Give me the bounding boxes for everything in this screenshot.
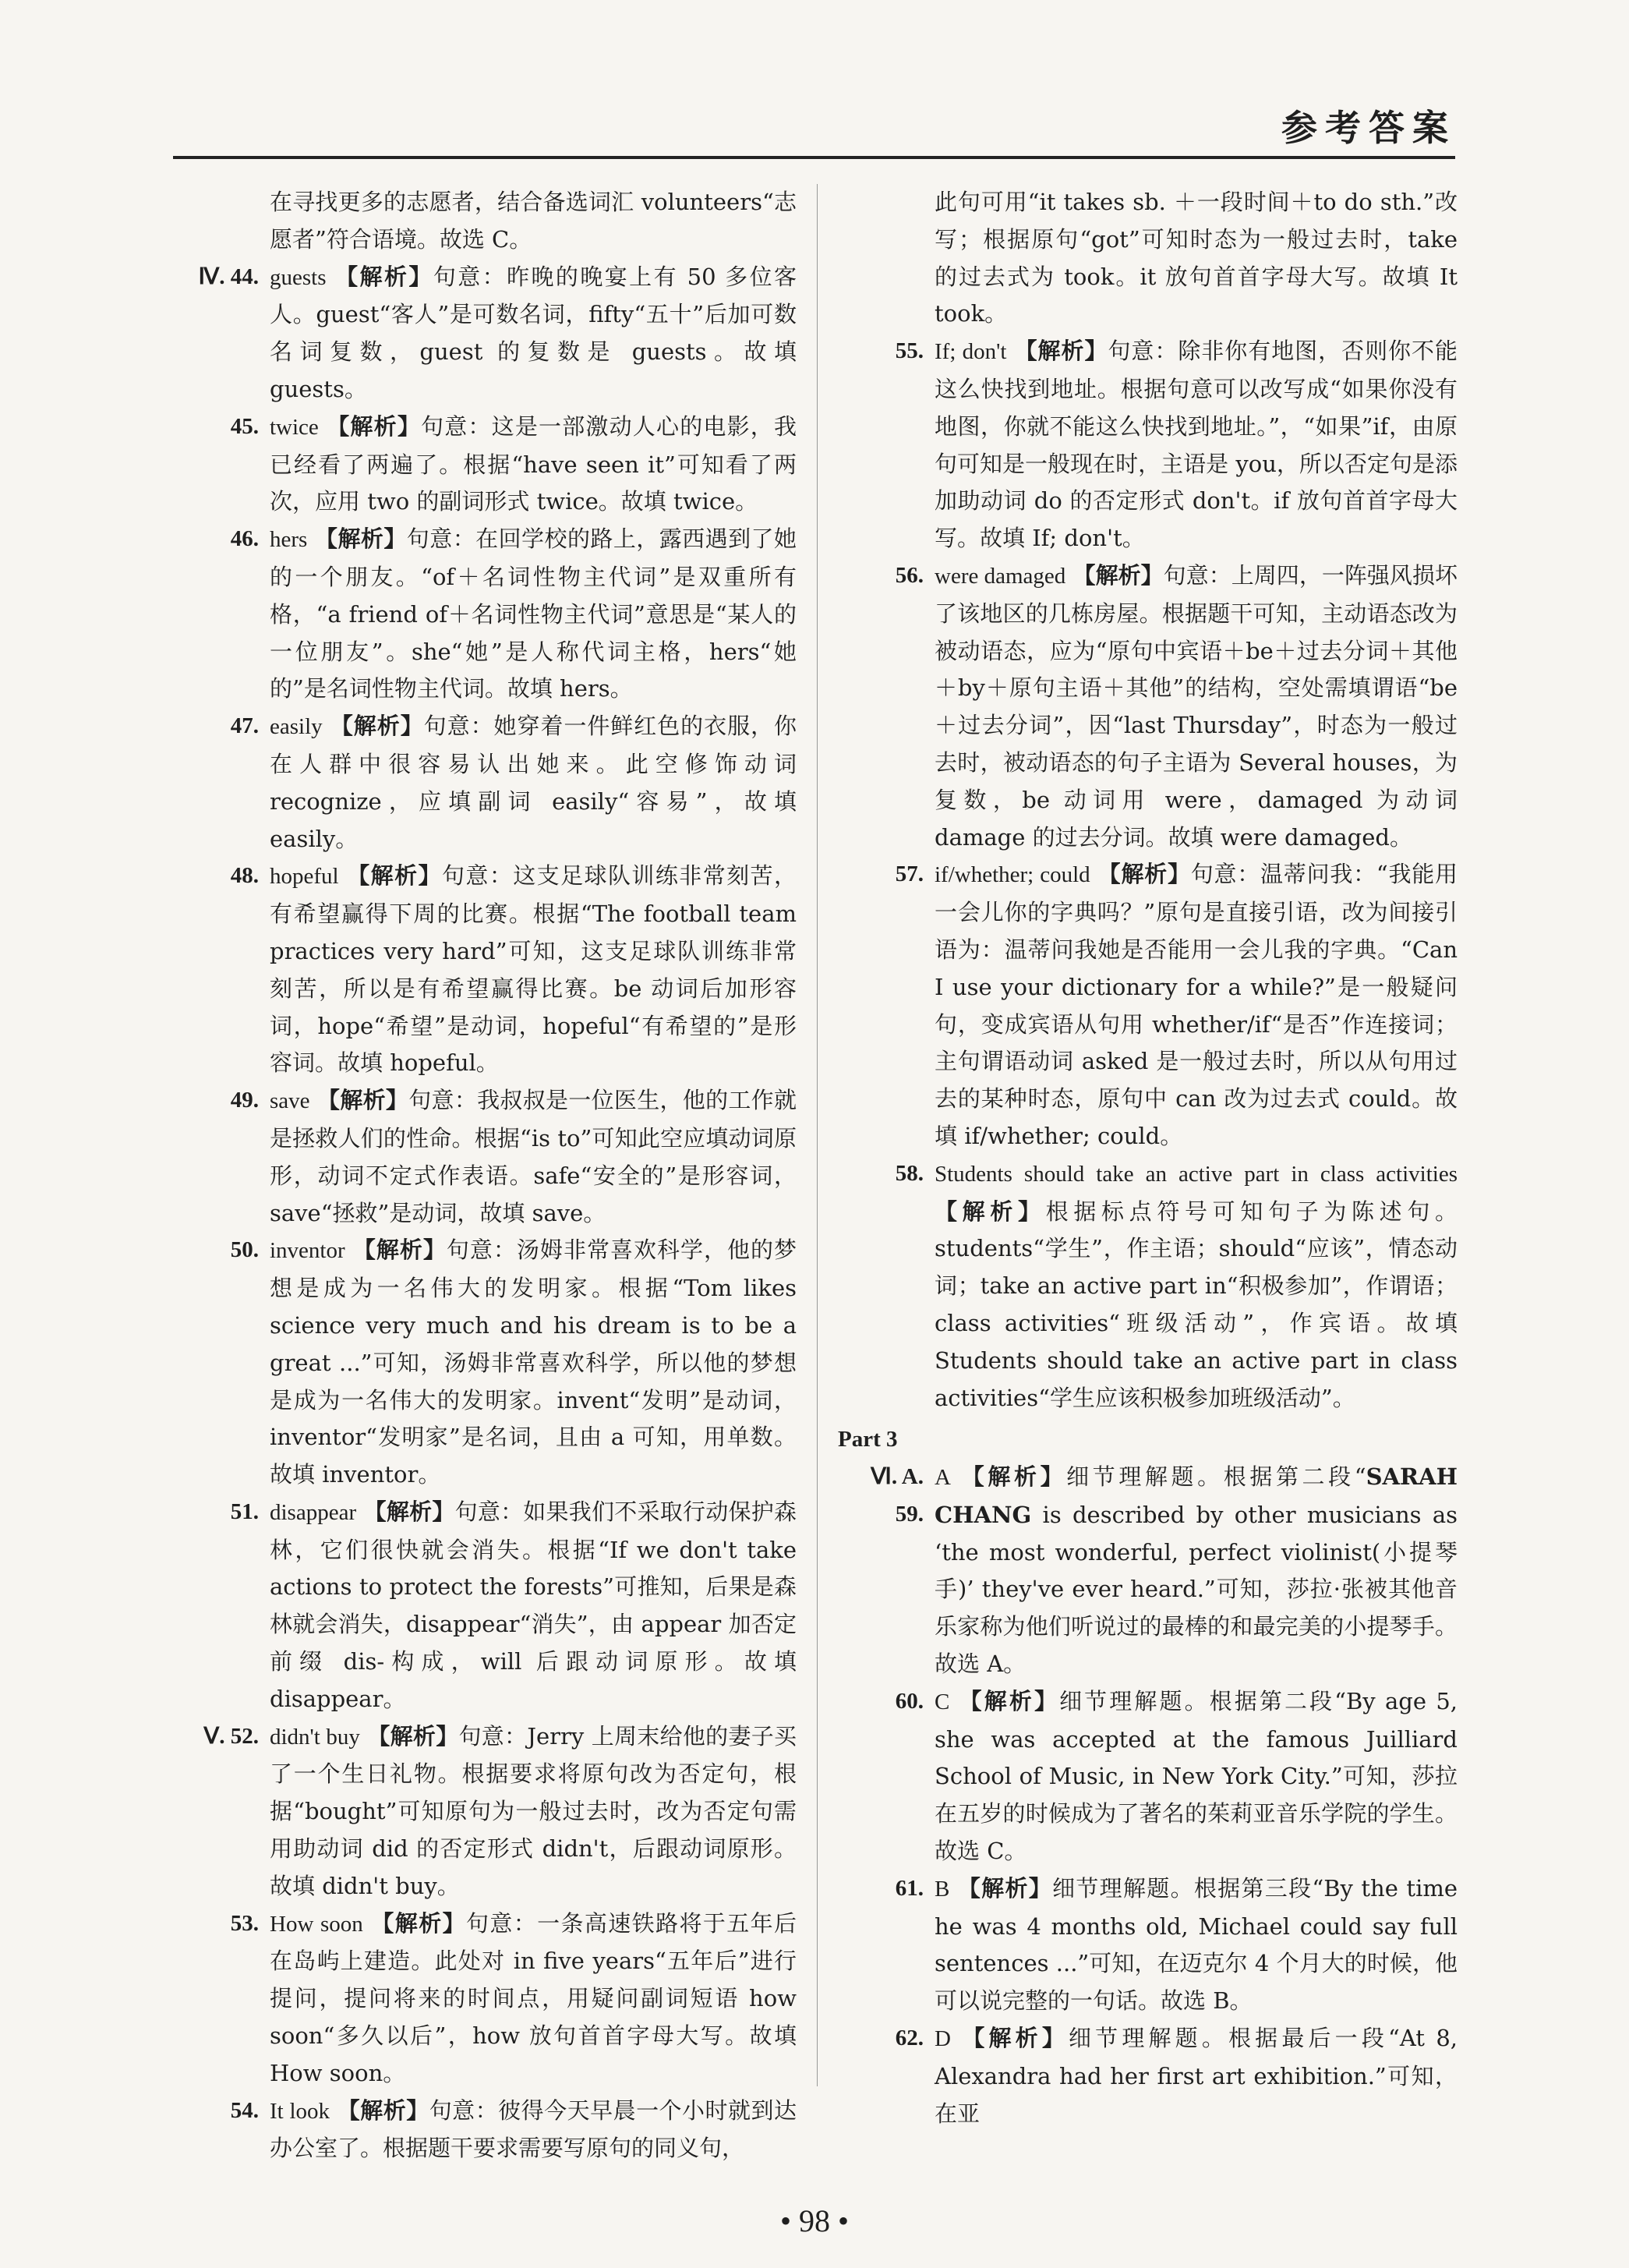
question-number: 54.: [230, 2097, 259, 2123]
answer-text: How soon: [270, 1911, 363, 1937]
explanation-text: 句意：昨晚的晚宴上有 50 多位客人。guest“客人”是可数名词，fifty“五十”后加可数名词复数，guest 的复数是 guests。故填 guests。: [270, 263, 797, 402]
answer-entry: [173, 521, 797, 708]
question-number: Ⅵ. A. 59.: [871, 1464, 924, 1527]
question-number: 55.: [895, 338, 924, 364]
answer-text: A: [935, 1465, 951, 1491]
question-number: 57.: [895, 862, 924, 887]
question-number: 48.: [230, 863, 259, 889]
analysis-tag: 【解析】: [961, 1463, 1067, 1491]
answer-text: disappear: [270, 1499, 357, 1525]
explanation-text: 细节理解题。根据第二段“By age 5, she was accepted at the famous Juilliard School of Music, in New York City.”可知，莎拉在五岁的时候成为了著名的茱莉亚音乐学院的学生。故选 C。: [935, 1687, 1458, 1865]
analysis-tag: 【解析】: [363, 1498, 455, 1525]
analysis-tag: 【解析】: [1072, 561, 1164, 589]
explanation-text: 句意：上周四，一阵强风损坏了该地区的几栋房屋。根据题干可知，主动语态改为被动语态，应为“原句中宾语＋be＋过去分词＋其他＋by＋原句主语＋其他”的结构，空处需填谓语“be＋过去分词”，因“last Thursday”，时态为一般过去时，被动语态的句子主语为 Several houses，为复数，be 动词用 were，damaged 为动词 damage 的过去分词。故填 were damaged。: [935, 561, 1458, 851]
answer-text: If; don't: [935, 339, 1007, 365]
question-number: 58.: [895, 1160, 924, 1186]
question-number: 49.: [230, 1088, 259, 1113]
continued-text: 此句可用“it takes sb. ＋一段时间＋to do sth.”改写；根据原句“got”可知时态为一般过去时，take 的过去式为 took。it 放句首首字母大写。故填 It took。: [935, 189, 1458, 327]
answer-text: hopeful: [270, 864, 339, 890]
explanation-text: 句意：在回学校的路上，露西遇到了她的一个朋友。“of＋名词性物主代词”是双重所有格，“a friend of＋名词性物主代词”意思是“某人的一位朋友”。she“她”是人称代词主格，hers“她的”是名词性物主代词。故填 hers。: [270, 525, 797, 702]
answer-entry: [173, 1082, 797, 1232]
question-number: 53.: [230, 1910, 259, 1936]
answer-text: were damaged: [935, 563, 1066, 589]
explanation-text: 句意：汤姆非常喜欢科学，他的梦想是成为一名伟大的发明家。根据“Tom likes science very much and his dream is to be a great ...”可知，汤姆非常喜欢科学，所以他的梦想是成为一名伟大的发明家。invent“发明”是动词，inventor“发明家”是名词，且由 a 可知，用单数。故填 inventor。: [270, 1237, 797, 1488]
explanation-text: 句意：Jerry 上周末给他的妻子买了一个生日礼物。根据要求将原句改为否定句，根据“bought”可知原句为一般过去时，改为否定句需用助动词 did 的否定形式 didn't，后跟动词原形。故填 didn't buy。: [270, 1722, 797, 1899]
answer-text: inventor: [270, 1238, 345, 1264]
explanation-text: 句意：温蒂问我：“我能用一会儿你的字典吗？”原句是直接引语，改为间接引语为：温蒂问我她是否能用一会儿我的字典。“Can I use your dictionary for a while?”是一般疑问句，变成宾语从句用 whether/if“是否”作连接词；主句谓语动词 asked 是一般过去时，所以从句用过去的某种时态，原句中 can 改为过去式 could。故填 if/whether; could。: [935, 861, 1458, 1149]
left-column: [173, 184, 797, 2167]
explanation-text: 句意：如果我们不采取行动保护森林，它们很快就会消失。根据“If we don't take actions to protect the forests”可推知，后果是森林就会消失，disappear“消失”，由 appear 加否定前缀 dis-构成，will 后跟动词原形。故填 disappear。: [270, 1498, 797, 1712]
analysis-tag: 【解析】: [1014, 338, 1108, 365]
answer-text: didn't buy: [270, 1724, 360, 1750]
question-number: 50.: [230, 1237, 259, 1263]
answer-entry: [173, 858, 797, 1082]
answer-text: hers: [270, 527, 308, 553]
question-number: 45.: [230, 413, 259, 439]
right-entries-b: [838, 1683, 1458, 2133]
question-number: 61.: [895, 1875, 924, 1901]
analysis-tag: 【解析】: [352, 1237, 447, 1264]
explanation-text: is described by other musicians as ‘the most wonderful, perfect violinist(小提琴手)’ they've ever heard.”可知，莎拉·张被其他音乐家称为他们听说过的最棒的和最完美的小提琴手。故选 A。: [935, 1501, 1458, 1678]
analysis-tag: 【解析】: [371, 1909, 466, 1937]
answer-entry: [173, 409, 797, 521]
answer-entry: [173, 2093, 797, 2168]
explanation-text: 句意：除非你有地图，否则你不能这么快找到地址。根据句意可以改写成“如果你没有地图，你就不能这么快找到地址。”，“如果”if，由原句可知是一般现在时，主语是 you，所以否定句是添加助动词 do 的否定形式 don't。if 放句首首字母大写。故填 If; don't。: [935, 338, 1458, 552]
analysis-tag: 【解析】: [330, 713, 424, 740]
question-number: 46.: [230, 526, 259, 552]
question-number: 62.: [895, 2026, 924, 2051]
answer-entry: [838, 1155, 1458, 1417]
analysis-tag: 【解析】: [367, 1722, 459, 1750]
analysis-tag: 【解析】: [935, 1198, 1046, 1225]
right-column: [838, 184, 1458, 2132]
left-entries: [173, 259, 797, 2168]
answer-text: twice: [270, 414, 319, 440]
answer-text: D: [935, 2026, 951, 2052]
analysis-tag: 【解析】: [962, 2025, 1069, 2052]
analysis-tag: 【解析】: [315, 525, 407, 553]
question-number: 56.: [895, 562, 924, 588]
answer-entry: [173, 1494, 797, 1718]
continued-text: 在寻找更多的志愿者，结合备选词汇 volunteers“志愿者”符合语境。故选 C。: [270, 189, 797, 253]
question-number: 47.: [230, 713, 259, 739]
explanation-text: 根据标点符号可知句子为陈述句。students“学生”，作主语；should“应该”，情态动词；take an active part in“积极参加”，作谓语；class activities“班级活动”，作宾语。故填 Students should take an active part in class activities“学生应该积极参加班级活动”。: [935, 1198, 1458, 1411]
analysis-tag: 【解析】: [335, 263, 433, 290]
analysis-tag: 【解析】: [327, 412, 422, 440]
answer-entry: [173, 708, 797, 858]
page-number: • 98 •: [779, 2203, 849, 2238]
answer-text: save: [270, 1088, 310, 1114]
right-entries-a: [838, 333, 1458, 1417]
answer-text: C: [935, 1689, 950, 1714]
analysis-tag: 【解析】: [347, 862, 442, 890]
answer-entry: [173, 1718, 797, 1905]
answer-entry: [173, 1905, 797, 2093]
analysis-tag: 【解析】: [1097, 861, 1191, 888]
answer-entry: [838, 2020, 1458, 2132]
answer-text: B: [935, 1876, 950, 1902]
answer-text: if/whether; could: [935, 862, 1090, 888]
analysis-tag: 【解析】: [337, 2096, 429, 2124]
page-header-title: 参考答案: [1281, 107, 1456, 149]
explanation-text: 句意：我叔叔是一位医生，他的工作就是拯救人们的性命。根据“is to”可知此空应填动词原形，动词不定式作表语。safe“安全的”是形容词，save“拯救”是动词，故填 save。: [270, 1087, 797, 1226]
explanation-text: 细节理解题。根据第二段“: [1066, 1463, 1366, 1491]
answer-text: easily: [270, 714, 323, 740]
answer-text: It look: [270, 2098, 330, 2124]
answer-entry: [838, 333, 1458, 557]
analysis-tag: 【解析】: [957, 1874, 1053, 1902]
answer-entry: [838, 1459, 1458, 1683]
answer-entry: [173, 1232, 797, 1494]
explanation-text: 句意：一条高速铁路将于五年后在岛屿上建造。此处对 in five years“五年后”进行提问，提问将来的时间点，用疑问副词短语 how soon“多久以后”，how 放句首首字母大写。故填 How soon。: [270, 1909, 797, 2086]
explanation-text: 句意：这支足球队训练非常刻苦，有希望赢得下周的比赛。根据“The football team practices very hard”可知，这支足球队训练非常刻苦，所以是有希望赢得比赛。be 动词后加形容词，hope“希望”是动词，hopeful“有希望的”是形容词。故填 hopeful。: [270, 862, 797, 1077]
explanation-text: 句意：彼得今天早晨一个小时就到达办公室了。根据题干要求需要写原句的同义句，: [270, 2096, 797, 2162]
explanation-text: 句意：这是一部激动人心的电影，我已经看了两遍了。根据“have seen it”可知看了两次，应用 two 的副词形式 twice。故填 twice。: [270, 412, 797, 515]
analysis-tag: 【解析】: [317, 1087, 409, 1114]
question-number: 60.: [895, 1688, 924, 1714]
answer-entry: [838, 1683, 1458, 1870]
question-number: 51.: [230, 1498, 259, 1524]
answer-entry: [838, 856, 1458, 1155]
part-heading: Part 3: [838, 1427, 898, 1452]
answer-text: guests: [270, 264, 327, 290]
question-number: Ⅴ. 52.: [203, 1723, 259, 1749]
answer-entry: [838, 1870, 1458, 2020]
answer-entry: [838, 557, 1458, 856]
explanation-text: 句意：她穿着一件鲜红色的衣服，你在人群中很容易认出她来。此空修饰动词 recognize，应填副词 easily“容易”，故填 easily。: [270, 713, 797, 852]
bold-quote: SARAH CHANG: [935, 1463, 1458, 1528]
column-divider: [817, 184, 818, 2086]
answer-entry: [173, 259, 797, 409]
question-number: Ⅳ. 44.: [198, 264, 259, 289]
answer-text: Students should take an active part in class activities: [935, 1161, 1458, 1187]
explanation-text: 细节理解题。根据最后一段“At 8, Alexandra had her first art exhibition.”可知，在亚: [935, 2025, 1458, 2127]
explanation-text: 细节理解题。根据第三段“By the time he was 4 months old, Michael could say full sentences ...”可知，在迈克尔 4 个月大的时候，他可以说完整的一句话。故选 B。: [935, 1874, 1458, 2015]
analysis-tag: 【解析】: [959, 1687, 1060, 1714]
header-rule: [173, 156, 1455, 159]
